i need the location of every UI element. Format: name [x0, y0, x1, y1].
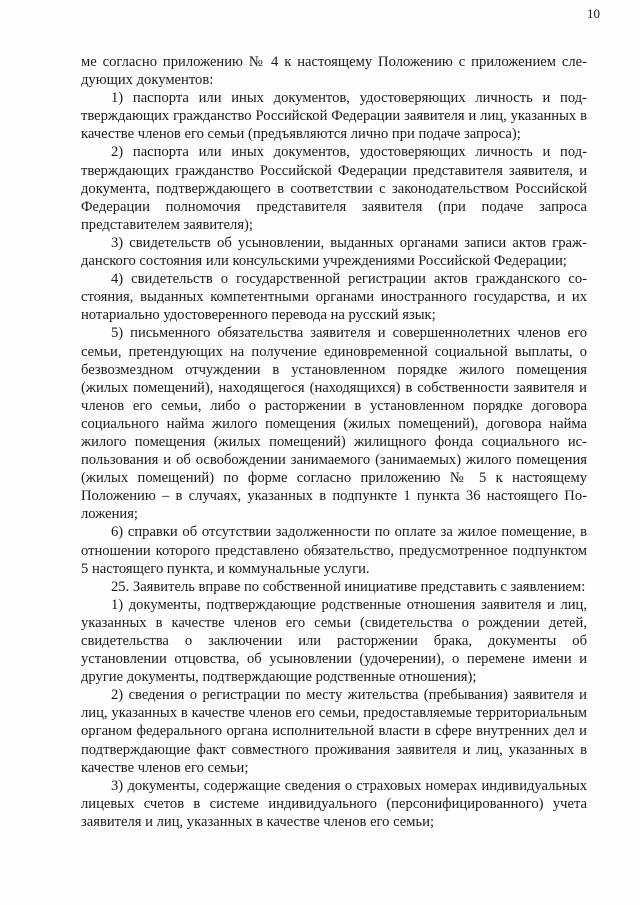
paragraph-clause-25: 25. Заявитель вправе по собственной инициативе представить с заявлением: [111, 578, 586, 595]
paragraph-clause-25-item-3: 3) документы, содержащие сведения о страховых номерах индивидуальных лицевых счетов в системе индивидуального (персонифицированного) учета заявителя и лиц, указанных в качестве членов его семьи; [81, 777, 587, 830]
document-body [81, 53, 587, 831]
paragraph-continuation: ме согласно приложению № 4 к настоящему Положению с приложением следующих документов: [81, 54, 587, 89]
paragraph-item-3: 3) свидетельств об усыновлении, выданных органами записи актов гражданского состояния или консульскими учреждениями Российской Федерации; [81, 234, 587, 270]
paragraph-item-2: 2) паспорта или иных документов, удостоверяющих личность и подтверждающих гражданство Российской Федерации представителя заявителя, и документа, подтверждающего в соответствии с законодательством Российской Федерации полномочия представителя заявителя (при подаче запроса представителем заявителя); [81, 144, 587, 233]
paragraph-item-4: 4) свидетельств о государственной регистрации актов гражданского состояния, выданных компетентными органами иностранного государства, и их нотариально удостоверенного перевода на русский язык; [81, 271, 587, 324]
paragraph-item-5: 5) письменного обязательства заявителя и совершеннолетних членов его семьи, претендующих на получение единовременной социальной выплаты, о безвозмездном отчуждении в установленном порядке жилого помещения (жилых помещений), находящегося (находящихся) в собственности заявителя и членов его семьи, либо о расторжении в установленном порядке договора социального найма жилого помещения (жилых помещений), договора найма жилого помещения (жилых помещений) жилищного фонда социального использования и об освобождении занимаемого (занимаемых) жилого помещения (жилых помещений) по форме согласно приложению № 5 к настоящему Положению – в случаях, указанных в подпункте 1 пункта 36 настоящего Положения; [81, 325, 587, 523]
paragraph-clause-25-item-1: 1) документы, подтверждающие родственные отношения заявителя и лиц, указанных в качестве членов его семьи (свидетельства о рождении детей, свидетельства о заключении или расторжении брака, документы об установлении отцовства, об усыновлении (удочерении), о перемене имени и другие документы, подтверждающие родственные отношения); [81, 596, 587, 686]
paragraph-clause-25-item-2: 2) сведения о регистрации по месту жительства (пребывания) заявителя и лиц, указанных в качестве членов его семьи, предоставляемые территориальным органом федерального органа исполнительной власти в сфере внутренних дел и подтверждающие факт совместного проживания заявителя и лиц, указанных в качестве членов его семьи; [81, 687, 587, 776]
page-number: 10 [587, 6, 600, 21]
paragraph-item-1: 1) паспорта или иных документов, удостоверяющих личность и подтверждающих гражданство Российской Федерации заявителя и лиц, указанных в качестве членов его семьи (предъявляются лично при подаче запроса); [81, 90, 587, 143]
paragraph-item-6: 6) справки об отсутствии задолженности по оплате за жилое помещение, в отношении которого представлено обязательство, предусмотренное подпунктом 5 настоящего пункта, и коммунальные услуги. [81, 524, 587, 577]
